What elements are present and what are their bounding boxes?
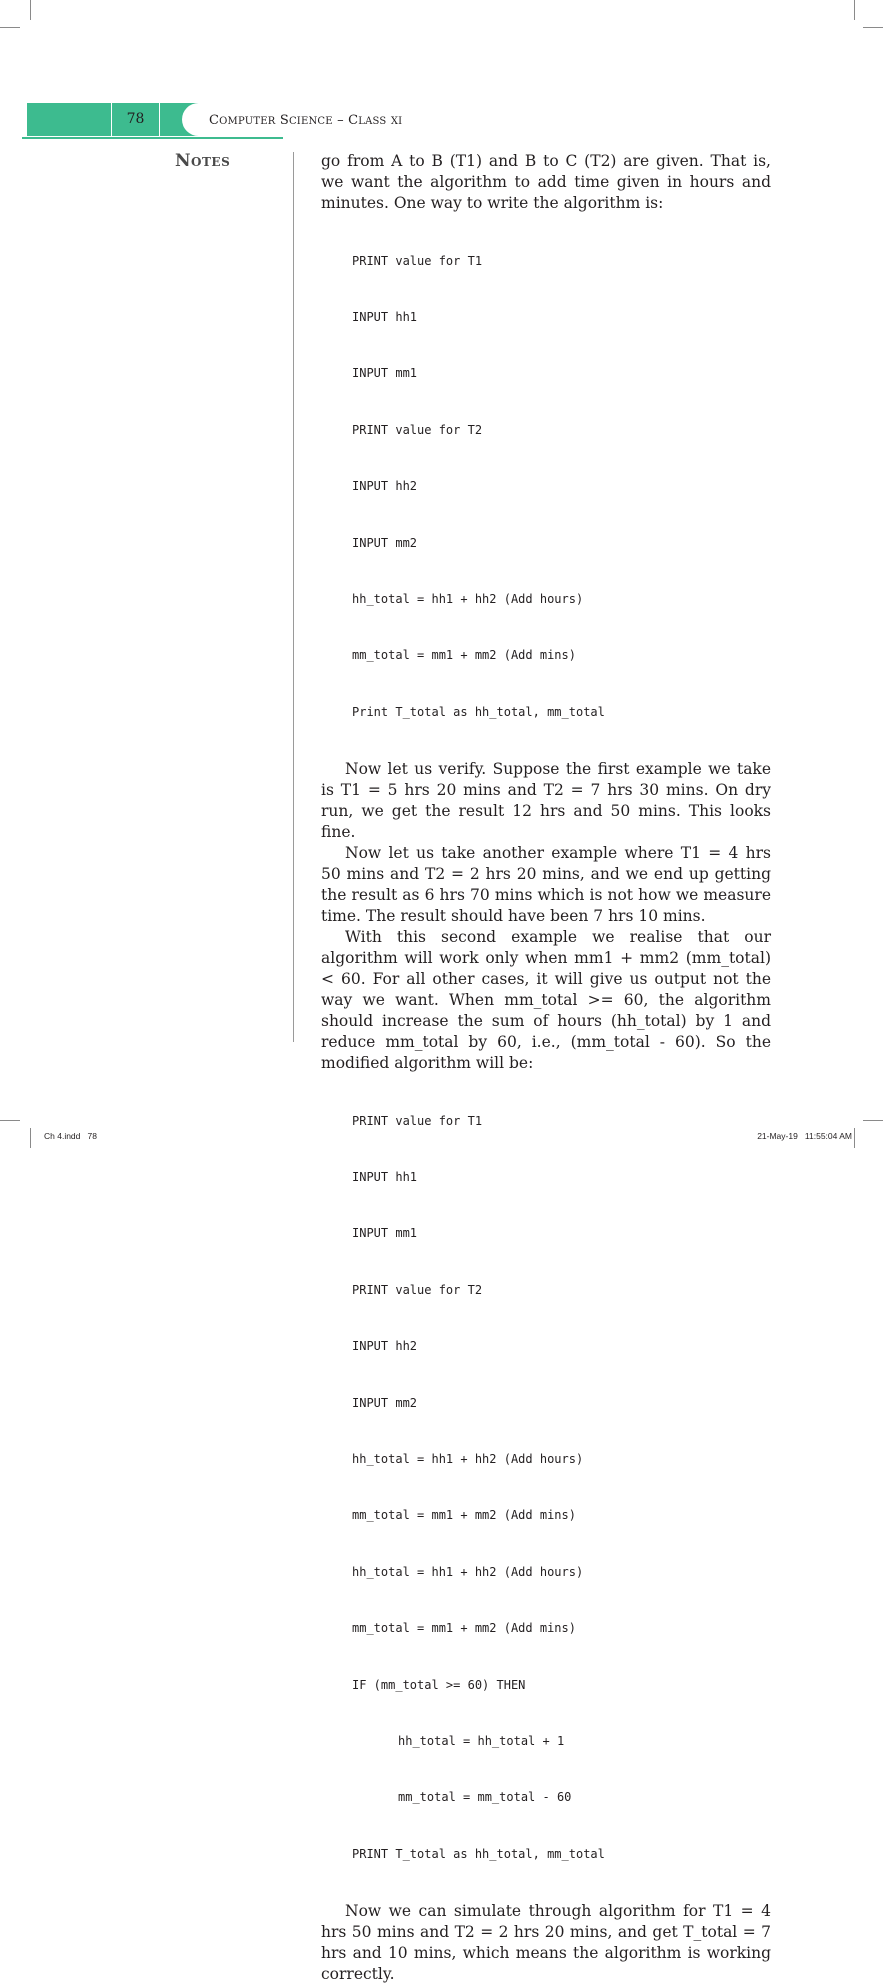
crop-mark [854, 0, 855, 20]
page-number: 78 [126, 111, 145, 127]
code-line: hh_total = hh1 + hh2 (Add hours) [352, 591, 584, 606]
running-title: COMPUTER SCIENCE – CLASS XI [209, 113, 403, 128]
header-rule [22, 137, 283, 139]
code-line: PRINT value for T2 [352, 1282, 483, 1297]
code-block-1 [321, 214, 771, 759]
code-line: INPUT mm2 [352, 1395, 418, 1410]
code-line: INPUT hh1 [352, 1170, 418, 1185]
header-divider [159, 103, 160, 136]
paragraph: Now we can simulate through algorithm for T1 = 4 hrs 50 mins and T2 = 2 hrs 20 mins, and get T_total = 7 hrs and 10 mins, which means the algorithm is working correctly. [321, 1902, 771, 1984]
paragraph: go from A to B (T1) and B to C (T2) are given. That is, we want the algorithm to add time given in hours and minutes. One way to write the algorithm is: [321, 152, 771, 212]
code-line: INPUT mm2 [352, 535, 418, 550]
code-line: INPUT hh2 [352, 1339, 418, 1354]
crop-mark [0, 27, 20, 28]
code-line: mm_total = mm1 + mm2 (Add mins) [352, 1508, 576, 1523]
code-line: INPUT hh1 [352, 309, 418, 324]
code-line: PRINT value for T1 [352, 253, 483, 268]
crop-mark [863, 27, 883, 28]
code-line: INPUT hh2 [352, 479, 418, 494]
code-line: hh_total = hh1 + hh2 (Add hours) [352, 1564, 584, 1579]
code-line: hh_total = hh_total + 1 [398, 1734, 565, 1748]
paragraph: Now let us verify. Suppose the first example we take is T1 = 5 hrs 20 mins and T2 = 7 hrs 30 mins. On dry run, we get the result 12 hrs and 50 mins. This looks fine. [321, 760, 771, 842]
code-line: Print T_total as hh_total, mm_total [352, 704, 605, 719]
code-line: mm_total = mm_total - 60 [398, 1790, 572, 1805]
body-text [321, 151, 771, 1985]
paragraph: With this second example we realise that our algorithm will work only when mm1 + mm2 (mm_total) < 60. For all other cases, it will give us output not the way we want. When mm_total >= 60, the algorithm should increase the sum of hours (hh_total) by 1 and reduce mm_total by 60, i.e., (mm_total - 60). So the modified algorithm will be: [321, 928, 771, 1073]
code-line: mm_total = mm1 + mm2 (Add mins) [352, 1621, 576, 1636]
code-line: PRINT T_total as hh_total, mm_total [352, 1846, 605, 1861]
slug-timestamp: 21-May-19 11:55:04 AM [757, 1131, 852, 1141]
paragraph: Now let us take another example where T1 = 4 hrs 50 mins and T2 = 2 hrs 20 mins, and we end up getting the result as 6 hrs 70 mins which is not how we measure time. The result should have been 7 hrs 10 mins. [321, 844, 771, 926]
margin-rule [293, 152, 294, 1042]
code-line: IF (mm_total >= 60) THEN [352, 1677, 526, 1692]
crop-mark [30, 0, 31, 20]
code-line: PRINT value for T2 [352, 422, 483, 437]
code-line: mm_total = mm1 + mm2 (Add mins) [352, 648, 576, 663]
code-block-2 [321, 1074, 771, 1901]
crop-mark [854, 1128, 855, 1148]
crop-mark [0, 1120, 20, 1121]
code-line: hh_total = hh1 + hh2 (Add hours) [352, 1452, 584, 1467]
code-line: INPUT mm1 [352, 366, 418, 381]
crop-mark [30, 1128, 31, 1148]
notes-label: NOTES [175, 151, 231, 171]
code-line: PRINT value for T1 [352, 1113, 483, 1128]
code-line: INPUT mm1 [352, 1226, 418, 1241]
crop-mark [863, 1120, 883, 1121]
slug-file: Ch 4.indd 78 [44, 1131, 97, 1141]
